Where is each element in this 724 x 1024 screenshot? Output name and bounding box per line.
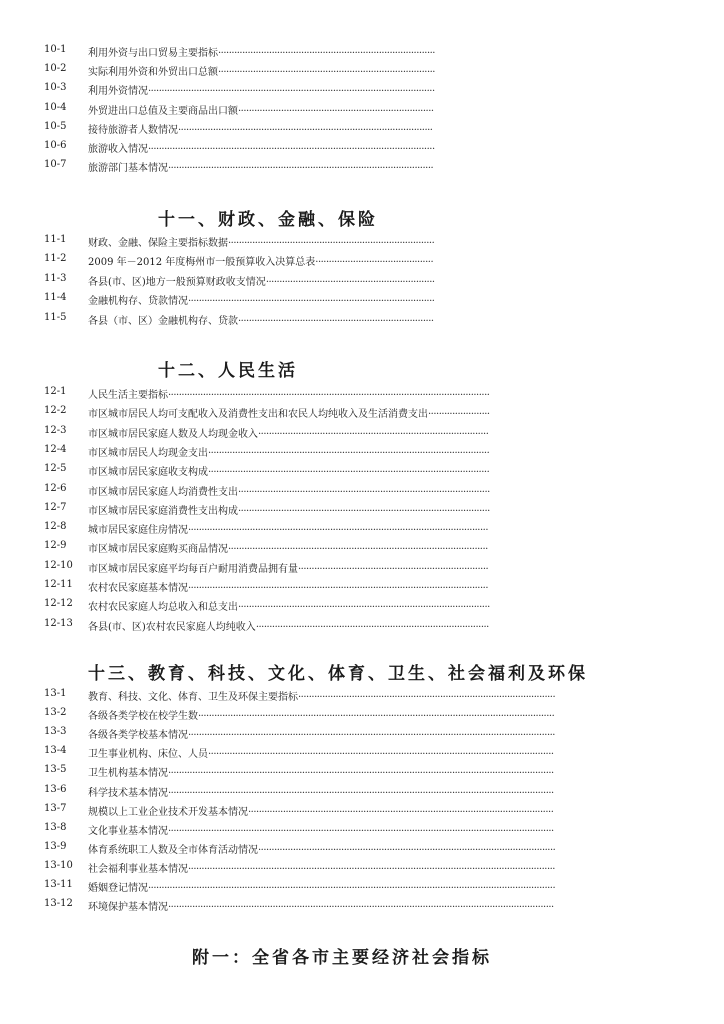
entry-number: 13-5 [44, 764, 67, 776]
dot-leader: ········································································· [238, 315, 434, 327]
entry-title-row[interactable] [88, 598, 492, 613]
dot-leader: ················································································································································ [168, 787, 554, 799]
entry-title: 外贸进出口总值及主要商品出口额 [88, 105, 238, 117]
dot-leader: ········································································································································· [188, 863, 555, 875]
entry-number: 13-2 [44, 707, 67, 719]
dot-leader: ······························································································ [238, 486, 490, 498]
entry-title-row[interactable] [88, 63, 437, 78]
entry-title-row[interactable] [88, 159, 437, 174]
entry-title: 社会福利事业基本情况 [88, 863, 188, 875]
section-heading: 十三、教育、科技、文化、体育、卫生、社会福利及环保 [88, 664, 588, 684]
dot-leader: ············································ [315, 257, 434, 269]
entry-number: 13-9 [44, 840, 67, 852]
entry-title-row[interactable] [88, 312, 437, 327]
entry-title-row[interactable] [88, 803, 558, 818]
entry-title-row[interactable] [88, 688, 558, 703]
dot-leader: ········································································································· [208, 447, 490, 459]
entry-number: 12-13 [44, 617, 73, 629]
entry-title: 市区城市居民家庭消费性支出构成 [88, 505, 238, 517]
section-heading: 十一、财政、金融、保险 [158, 210, 378, 230]
entry-title-row[interactable] [88, 707, 558, 722]
entry-title-row[interactable] [88, 841, 558, 856]
dot-leader: ···························································································· [188, 296, 435, 308]
entry-title-row[interactable] [88, 502, 492, 517]
entry-number: 12-3 [44, 424, 67, 436]
dot-leader: ··········································································································· [148, 86, 435, 98]
appendix-heading: 附一：全省各市主要经济社会指标 [192, 948, 492, 968]
dot-leader: ······························································································ [238, 505, 490, 517]
entry-title-row[interactable] [88, 560, 492, 575]
entry-title-row[interactable] [88, 784, 558, 799]
entry-title: 利用外资与出口贸易主要指标 [88, 48, 218, 59]
entry-title: 婚姻登记情况 [88, 883, 148, 894]
entry-title-row[interactable] [88, 386, 492, 401]
dot-leader: ························································································································································ [148, 883, 556, 894]
dot-leader: ················································································· [218, 67, 435, 79]
entry-title-row[interactable] [88, 483, 492, 498]
entry-title: 卫生事业机构、床位、人员 [88, 749, 208, 761]
entry-number: 12-11 [44, 579, 73, 590]
entry-title-row[interactable] [88, 879, 558, 894]
entry-number: 10-5 [44, 120, 67, 132]
entry-title-row[interactable] [88, 102, 437, 117]
entry-title: 利用外资情况 [88, 86, 148, 98]
entry-title: 各县（市、区）金融机构存、贷款 [88, 315, 238, 327]
entry-title: 城市居民家庭住房情况 [88, 525, 188, 537]
dot-leader: ································································································ [298, 692, 556, 703]
dot-leader: ······································································· [298, 563, 489, 575]
entry-title: 市区城市居民人均现金支出 [88, 447, 208, 459]
dot-leader: ················································································································································ [168, 902, 554, 914]
entry-title: 各级各类学校在校学生数 [88, 711, 198, 723]
entry-title: 市区城市居民家庭购买商品情况 [88, 544, 228, 556]
entry-title-row[interactable] [88, 121, 437, 136]
dot-leader: ················································································································ [188, 583, 489, 594]
entry-title: 各县(市、区)农村农民家庭人均纯收入 [88, 621, 256, 633]
entry-number: 13-11 [44, 879, 73, 890]
dot-leader: ····································································································································· [198, 711, 555, 723]
entry-number: 10-1 [44, 44, 67, 55]
entry-number: 11-3 [44, 272, 67, 284]
entry-title: 市区城市居民家庭人数及人均现金收入 [88, 428, 258, 440]
dot-leader: ················································································································································ [168, 768, 554, 780]
entry-title-row[interactable] [88, 140, 437, 155]
dot-leader: ········································································································· [208, 467, 490, 479]
entry-title: 财政、金融、保险主要指标数据 [88, 238, 228, 249]
dot-leader: ······················· [428, 409, 490, 421]
entry-title-row[interactable] [88, 822, 558, 837]
entry-title: 规模以上工业企业技术开发基本情况 [88, 806, 248, 818]
entry-title: 旅游部门基本情况 [88, 163, 168, 175]
dot-leader: ············································································· [228, 238, 435, 249]
entry-title: 体育系统职工人数及全市体育活动情况 [88, 844, 258, 856]
entry-title: 各县(市、区)地方一般预算财政收支情况 [88, 276, 266, 288]
entry-number: 11-1 [44, 234, 67, 245]
dot-leader: ········································································································································· [188, 730, 555, 742]
entry-title: 市区城市居民人均可支配收入及消费性支出和农民人均纯收入及生活消费支出 [88, 409, 428, 421]
entry-title: 人民生活主要指标 [88, 390, 168, 401]
dot-leader: ······························································································ [238, 602, 490, 614]
section-heading: 十二、人民生活 [158, 361, 298, 381]
entry-number: 10-3 [44, 82, 67, 94]
dot-leader: ························································································································ [168, 390, 490, 401]
entry-title-row[interactable] [88, 273, 437, 288]
dot-leader: ··············································································································· [258, 844, 556, 856]
entry-title-row[interactable] [88, 579, 492, 594]
entry-number: 13-8 [44, 821, 67, 833]
entry-number: 11-5 [44, 311, 67, 323]
dot-leader: ················································································································ [188, 525, 489, 537]
entry-title-row[interactable] [88, 405, 492, 420]
dot-leader: ··········································································································· [148, 144, 435, 155]
entry-title-row[interactable] [88, 540, 492, 555]
entry-title: 科学技术基本情况 [88, 787, 168, 799]
entry-title-row[interactable] [88, 44, 437, 59]
entry-number: 12-2 [44, 405, 67, 417]
dot-leader: ················································································································································ [168, 825, 554, 837]
entry-title-row[interactable] [88, 726, 558, 741]
entry-number: 12-12 [44, 598, 73, 610]
entry-title: 教育、科技、文化、体育、卫生及环保主要指标 [88, 692, 298, 703]
entry-title-row[interactable] [88, 860, 558, 875]
dot-leader: ································································································································· [208, 749, 554, 761]
entry-title: 市区城市居民家庭人均消费性支出 [88, 486, 238, 498]
entry-number: 12-7 [44, 501, 67, 513]
entry-title: 市区城市居民家庭平均每百户耐用消费品拥有量 [88, 563, 298, 575]
entry-number: 13-3 [44, 726, 67, 738]
entry-number: 10-7 [44, 159, 67, 171]
dot-leader: ································································································· [228, 544, 488, 556]
entry-title-row[interactable] [88, 521, 492, 536]
dot-leader: ······························································································· [178, 124, 433, 136]
entry-title-row[interactable] [88, 253, 437, 268]
entry-title: 农村农民家庭基本情况 [88, 583, 188, 594]
entry-title: 文化事业基本情况 [88, 825, 168, 837]
entry-title-row[interactable] [88, 425, 492, 440]
entry-number: 13-1 [44, 688, 67, 699]
entry-title-row[interactable] [88, 618, 492, 633]
entry-number: 12-8 [44, 521, 67, 533]
entry-number: 11-4 [44, 292, 67, 304]
entry-number: 10-6 [44, 140, 67, 151]
entry-number: 13-4 [44, 745, 67, 757]
entry-title-row[interactable] [88, 764, 558, 779]
entry-title-row[interactable] [88, 463, 492, 478]
dot-leader: ··································································································· [168, 163, 434, 175]
dot-leader: ·················································································································· [248, 806, 554, 818]
entry-title: 各级各类学校基本情况 [88, 730, 188, 742]
dot-leader: ······················································································· [255, 621, 489, 633]
entry-number: 12-10 [44, 559, 73, 571]
entry-title-row[interactable] [88, 292, 437, 307]
entry-number: 12-6 [44, 482, 67, 494]
entry-number: 12-9 [44, 540, 67, 552]
entry-title-row[interactable] [88, 82, 437, 97]
entry-title: 2009 年－2012 年度梅州市一般预算收入决算总表 [88, 257, 316, 269]
entry-title-row[interactable] [88, 745, 558, 760]
entry-title: 环境保护基本情况 [88, 902, 168, 914]
entry-title: 接待旅游者人数情况 [88, 124, 178, 136]
entry-number: 12-5 [44, 463, 67, 475]
dot-leader: ······························································· [265, 276, 435, 288]
entry-title-row[interactable] [88, 444, 492, 459]
entry-number: 13-12 [44, 898, 73, 910]
entry-number: 10-2 [44, 63, 67, 75]
entry-number: 11-2 [44, 253, 67, 265]
dot-leader: ········································································· [238, 105, 434, 117]
entry-title-row[interactable] [88, 234, 437, 249]
dot-leader: ······················································································ [258, 428, 489, 440]
entry-number: 13-10 [44, 859, 73, 871]
entry-title: 农村农民家庭人均总收入和总支出 [88, 602, 238, 614]
entry-title: 旅游收入情况 [88, 144, 148, 155]
entry-title: 实际利用外资和外贸出口总额 [88, 67, 218, 79]
entry-number: 10-4 [44, 101, 67, 113]
entry-title-row[interactable] [88, 898, 558, 913]
entry-title: 金融机构存、贷款情况 [88, 296, 188, 308]
entry-title: 卫生机构基本情况 [88, 768, 168, 780]
entry-number: 12-1 [44, 386, 67, 397]
entry-number: 13-6 [44, 783, 67, 795]
dot-leader: ················································································· [218, 48, 435, 59]
entry-title: 市区城市居民家庭收支构成 [88, 467, 208, 479]
entry-number: 12-4 [44, 443, 67, 455]
entry-number: 13-7 [44, 802, 67, 814]
